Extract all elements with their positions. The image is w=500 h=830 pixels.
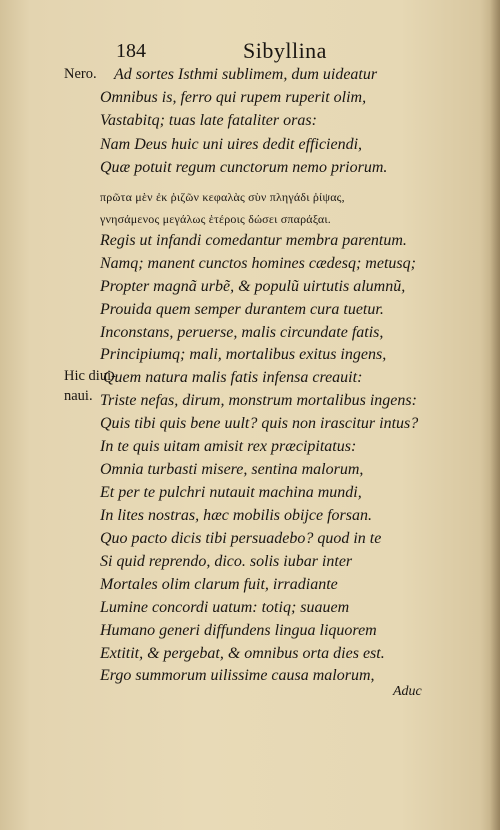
verse-line: Omnia turbasti misere, sentina malorum,	[100, 461, 364, 478]
verse-line: Nam Deus huic uni uires dedit efficiendi,	[100, 136, 363, 153]
verse-line: Propter magnã urbẽ, & populũ uirtutis alumnũ,	[100, 278, 406, 295]
verse-line: Inconstans, peruerse, malis circundate fatis,	[100, 324, 384, 341]
page-number: 184	[116, 40, 146, 62]
catchword: Aduc	[393, 684, 422, 699]
running-title: Sibyllina	[243, 38, 327, 63]
verse-line: In lites nostras, hæc mobilis obijce forsan.	[100, 507, 372, 524]
verse-line: Ad sortes Isthmi sublimem, dum uideatur	[114, 66, 378, 83]
verse-line: Mortales olim clarum fuit, irradiante	[100, 576, 338, 593]
verse-line: Et per te pulchri nutauit machina mundi,	[100, 484, 362, 501]
verse-line: Extitit, & pergebat, & omnibus orta dies est.	[100, 645, 385, 662]
verse-line: Quo pacto dicis tibi persuadebo? quod in te	[100, 530, 382, 547]
verse-line: In te quis uitam amisit rex præcipitatus:	[100, 438, 357, 455]
verse-line: Prouida quem semper durantem cura tuetur.	[100, 301, 384, 318]
greek-verse-line: γνησάμενος μεγάλως ἑτέροις δώσει σπαράξαι.	[100, 212, 332, 226]
verse-line: Quis tibi quis bene uult? quis non irascitur intus?	[100, 415, 419, 432]
verse-line: Lumine concordi uatum: totiq; suauem	[100, 599, 350, 616]
verse-line: Namq; manent cunctos homines cædesq; metusq;	[100, 255, 416, 272]
margin-note-nero: Nero.	[64, 66, 97, 82]
verse-line: Regis ut infandi comedantur membra parentum.	[100, 232, 407, 249]
verse-line: Quem natura malis fatis infensa creauit:	[103, 369, 363, 386]
verse-line: Vastabitq; tuas late fataliter oras:	[100, 112, 317, 129]
margin-note-naui: naui.	[64, 388, 93, 404]
margin-note-hic-diui: Hic diui-	[64, 368, 116, 384]
verse-line: Humano generi diffundens lingua liquorem	[100, 622, 377, 639]
verse-line: Quæ potuit regum cunctorum nemo priorum.	[100, 159, 388, 176]
verse-line: Ergo summorum uilissime causa malorum,	[100, 667, 375, 684]
verse-line: Triste nefas, dirum, monstrum mortalibus ingens:	[100, 392, 417, 409]
verse-line: Omnibus is, ferro qui rupem ruperit olim,	[100, 89, 367, 106]
greek-verse-line: πρῶτα μὲν ἐκ ῥιζῶν κεφαλὰς σὺν πληγάδι ῥίψας,	[100, 190, 345, 204]
page-gutter-shadow	[490, 0, 500, 830]
verse-line: Si quid reprendo, dico. solis iubar inter	[100, 553, 353, 570]
verse-line: Principiumq; mali, mortalibus exitus ingens,	[100, 346, 387, 363]
